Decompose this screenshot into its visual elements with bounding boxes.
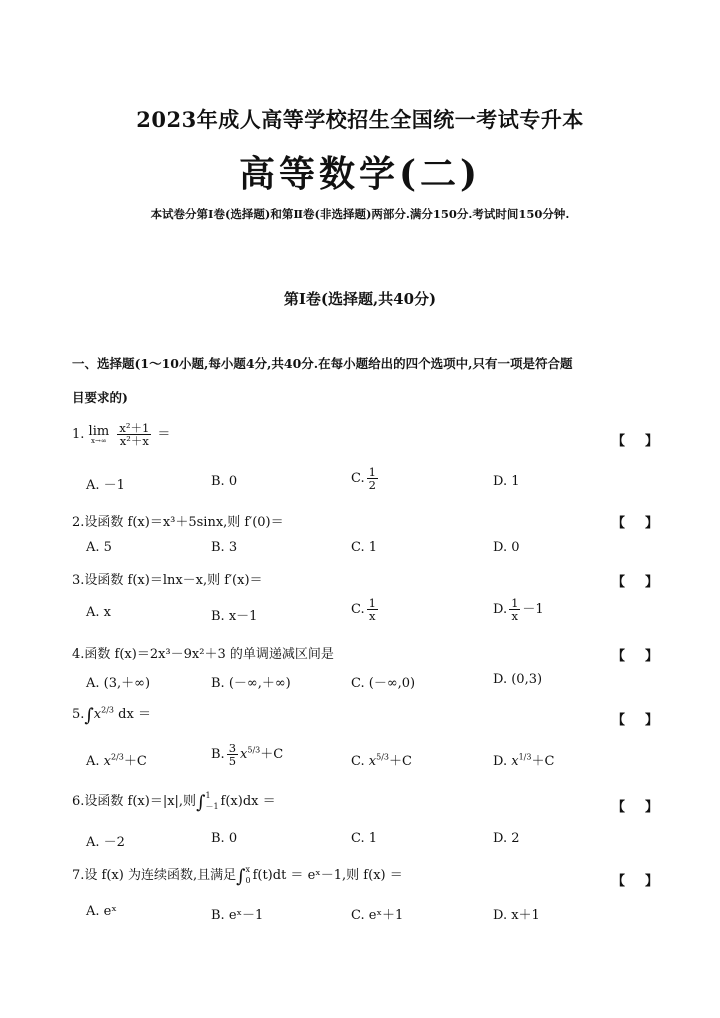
q7-option-b[interactable]: B. eˣ－1 (211, 908, 264, 923)
q3-option-d[interactable]: D. $\frac{1}{x}$ －1 (493, 596, 544, 624)
q3-option-b[interactable]: B. x－1 (211, 609, 258, 624)
q5-option-b[interactable]: B. $\frac{3}{5}$ $x^{5/3}+C$ (211, 741, 284, 769)
question-1: 1. lim x→∞ $\frac{\text{x²＋1}}{\text{x²＋x}}$ ＝ (72, 421, 171, 449)
subject-title: 高等数学(二) (238, 153, 482, 195)
section-heading-line2: 目要求的) (72, 390, 128, 405)
section-heading-line1: 一、选择题(1～10小题,每小题4分,共40分.在每小题给出的四个选项中,只有一项是符合题 (72, 356, 573, 371)
q6-option-b[interactable]: B. 0 (211, 831, 238, 846)
q5-option-c[interactable]: C. $x^{5/3}+C$ (351, 752, 412, 769)
question-5: $5.\int x^{2/3}$ dx ＝ (72, 705, 151, 726)
q7-option-c[interactable]: C. eˣ＋1 (351, 908, 404, 923)
answer-bracket-3[interactable]: 【 】 (612, 575, 658, 590)
q1-option-d[interactable]: D. 1 (493, 474, 520, 489)
q1-option-a[interactable]: A. －1 (86, 478, 125, 493)
answer-bracket-4[interactable]: 【 】 (612, 649, 658, 664)
q7-option-d[interactable]: D. x＋1 (493, 908, 540, 923)
question-4: 4.函数 f(x)＝2x³－9x²＋3 的单调递减区间是 (72, 647, 334, 662)
question-6: 6.设函数 f(x)＝|x|,则∫ 1 －1 f(x)dx ＝ (72, 791, 276, 813)
question-2: 2.设函数 f(x)＝x³＋5sinx,则 f′(0)＝ (72, 515, 284, 530)
answer-bracket-5[interactable]: 【 】 (612, 713, 658, 728)
answer-bracket-7[interactable]: 【 】 (612, 874, 658, 889)
q2-option-b[interactable]: B. 3 (211, 540, 238, 555)
q7-option-a[interactable]: A. eˣ (86, 904, 117, 919)
q4-option-a[interactable]: A. (3,＋∞) (86, 676, 151, 691)
integral-sign: ∫ (84, 705, 94, 726)
q3-option-c[interactable]: C. $\frac{1}{x}$ (351, 596, 376, 624)
q2-option-c[interactable]: C. 1 (351, 540, 378, 555)
question-7: 7.设 f(x) 为连续函数,且满足∫ x 0 f(t)dt ＝ eˣ－1,则 f(x) ＝ (72, 865, 403, 887)
integral-sign: ∫ (196, 792, 206, 813)
limit: lim x→∞ (88, 423, 110, 445)
q5-option-d[interactable]: D. $x^{1/3}+C$ (493, 752, 555, 769)
part-title: 第Ⅰ卷(选择题,共40分) (283, 290, 437, 308)
q2-option-d[interactable]: D. 0 (493, 540, 520, 555)
answer-bracket-6[interactable]: 【 】 (612, 800, 658, 815)
q1-option-c[interactable]: C. $\frac{1}{2}$ (351, 465, 376, 493)
q3-option-a[interactable]: A. x (86, 605, 111, 620)
q6-option-d[interactable]: D. 2 (493, 831, 520, 846)
q1-option-b[interactable]: B. 0 (211, 474, 238, 489)
exam-note: 本试卷分第Ⅰ卷(选择题)和第Ⅱ卷(非选择题)两部分.满分150分.考试时间150分钟. (150, 207, 570, 221)
q6-option-a[interactable]: A. －2 (86, 835, 125, 850)
fraction: $\frac{\text{x²＋1}}{\text{x²＋x}}$ (119, 421, 150, 449)
exam-title: 2023年成人高等学校招生全国统一考试专升本 (136, 107, 584, 132)
question-3: 3.设函数 f(x)＝lnx－x,则 f′(x)＝ (72, 573, 263, 588)
answer-bracket-1[interactable]: 【 】 (612, 434, 658, 449)
q2-option-a[interactable]: A. 5 (86, 540, 112, 555)
q6-option-c[interactable]: C. 1 (351, 831, 378, 846)
answer-bracket-2[interactable]: 【 】 (612, 516, 658, 531)
q4-option-d[interactable]: D. (0,3) (493, 672, 543, 687)
integral-sign: ∫ (236, 866, 246, 887)
q4-option-c[interactable]: C. (－∞,0) (351, 676, 416, 691)
q4-option-b[interactable]: B. (－∞,＋∞) (211, 676, 291, 691)
q5-option-a[interactable]: A. $x^{2/3}+C$ (86, 752, 147, 769)
